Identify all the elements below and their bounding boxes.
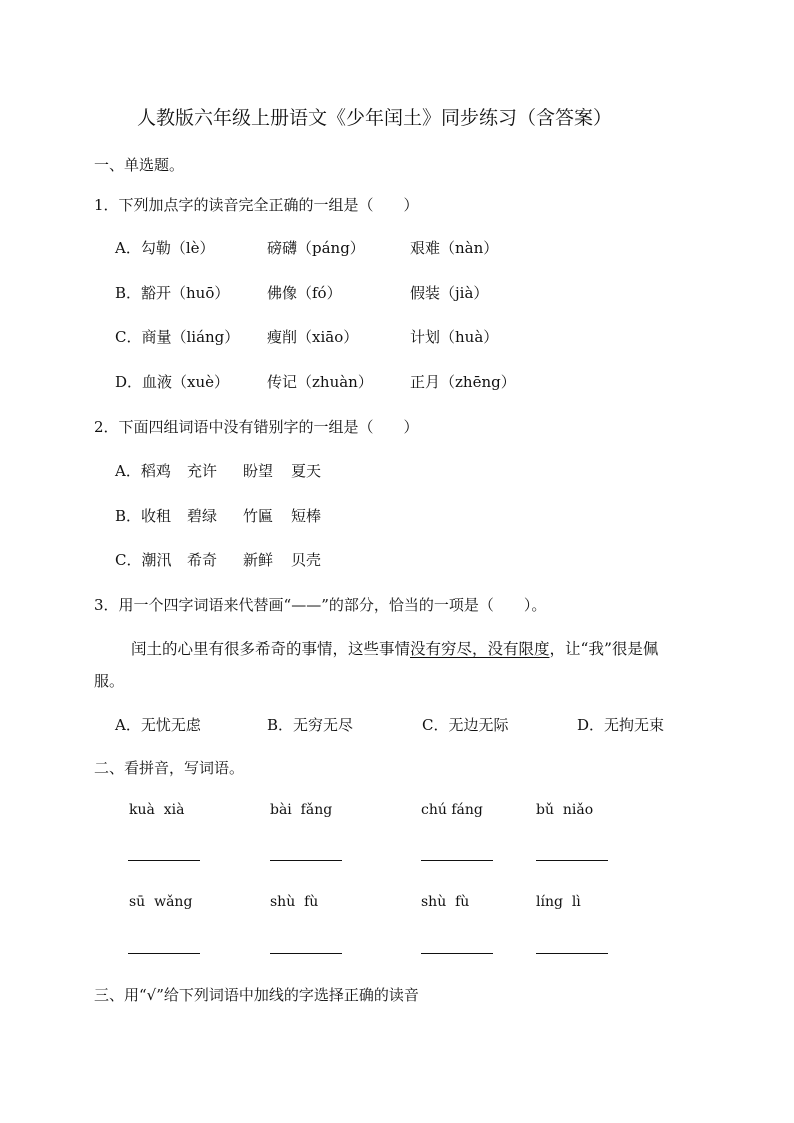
q2-option-a-word3: 盼望 xyxy=(243,462,274,480)
q2-option-c-word4: 贝壳 xyxy=(291,551,322,569)
question-2-stem: 2．下面四组词语中没有错别字的一组是（ ） xyxy=(94,418,419,436)
question-1-stem: 1．下列加点字的读音完全正确的一组是（ ） xyxy=(94,196,419,214)
q2-option-a-word1: A．稻鸡 xyxy=(115,462,171,480)
q2-option-b-word4: 短棒 xyxy=(291,507,322,525)
q2-option-b-word1: B．收租 xyxy=(115,507,172,525)
q3-option-a: A．无忧无虑 xyxy=(115,716,201,734)
q1-option-d-item2: 传记（zhuàn） xyxy=(267,373,373,391)
q3-option-d: D．无拘无束 xyxy=(577,716,665,734)
answer-blank-row2-3[interactable] xyxy=(421,953,493,954)
pinyin-row1-item1: kuà xià xyxy=(129,802,185,818)
pinyin-row1-item2: bài fǎng xyxy=(270,802,333,818)
q2-option-a-word2: 充许 xyxy=(187,462,218,480)
page-title: 人教版六年级上册语文《少年闰土》同步练习（含答案） xyxy=(137,107,613,129)
answer-blank-row2-2[interactable] xyxy=(270,953,342,954)
q3-passage-line2: 服。 xyxy=(94,672,125,690)
q2-option-a-word4: 夏天 xyxy=(291,462,322,480)
section-heading-single-choice: 一、单选题。 xyxy=(94,156,185,174)
answer-blank-row2-1[interactable] xyxy=(128,953,200,954)
section-heading-choose-pronunciation: 三、用“√”给下列词语中加线的字选择正确的读音 xyxy=(94,986,419,1004)
pinyin-row1-item4: bǔ niǎo xyxy=(536,802,594,818)
q2-option-c-word1: C．潮汛 xyxy=(115,551,172,569)
q3-option-b: B．无穷无尽 xyxy=(267,716,354,734)
q1-option-b-item2: 佛像（fó） xyxy=(267,284,342,302)
q2-option-b-word3: 竹匾 xyxy=(243,507,274,525)
q2-option-c-word3: 新鲜 xyxy=(243,551,274,569)
answer-blank-row1-3[interactable] xyxy=(421,860,493,861)
q2-option-c-word2: 希奇 xyxy=(187,551,218,569)
q1-option-b-item3: 假装（jià） xyxy=(410,284,489,302)
q3-passage-text-after: ，让“我”很是佩 xyxy=(549,640,659,658)
q3-passage-line1 xyxy=(131,639,658,659)
q3-passage-underlined: 没有穷尽，没有限度 xyxy=(410,640,550,658)
answer-blank-row1-2[interactable] xyxy=(270,860,342,861)
answer-blank-row2-4[interactable] xyxy=(536,953,608,954)
pinyin-row2-item1: sū wǎng xyxy=(129,894,193,910)
q1-option-c-item3: 计划（huà） xyxy=(410,328,499,346)
q1-option-b-item1: B．豁开（huō） xyxy=(115,284,230,302)
q1-option-a-item2: 磅礴（páng） xyxy=(267,239,365,257)
q3-passage-text-before: 闰土的心里有很多希奇的事情，这些事情 xyxy=(131,640,411,658)
pinyin-row1-item3: chú fáng xyxy=(421,802,483,818)
pinyin-row2-item4: líng lì xyxy=(536,894,581,910)
question-3-stem: 3．用一个四字词语来代替画“——”的部分，恰当的一项是（ ）。 xyxy=(94,596,547,614)
q2-option-b-word2: 碧绿 xyxy=(187,507,218,525)
pinyin-row2-item3: shù fù xyxy=(421,894,470,910)
q3-option-c: C．无边无际 xyxy=(422,716,509,734)
pinyin-row2-item2: shù fù xyxy=(270,894,319,910)
answer-blank-row1-4[interactable] xyxy=(536,860,608,861)
q1-option-d-item3: 正月（zhēng） xyxy=(410,373,516,391)
q1-option-c-item1: C．商量（liáng） xyxy=(115,328,240,346)
q1-option-c-item2: 瘦削（xiāo） xyxy=(267,328,359,346)
q1-option-a-item3: 艰难（nàn） xyxy=(410,239,499,257)
q1-option-a-item1: A．勾勒（lè） xyxy=(115,239,215,257)
q1-option-d-item1: D．血液（xuè） xyxy=(115,373,230,391)
answer-blank-row1-1[interactable] xyxy=(128,860,200,861)
section-heading-pinyin-words: 二、看拼音，写词语。 xyxy=(94,759,245,777)
